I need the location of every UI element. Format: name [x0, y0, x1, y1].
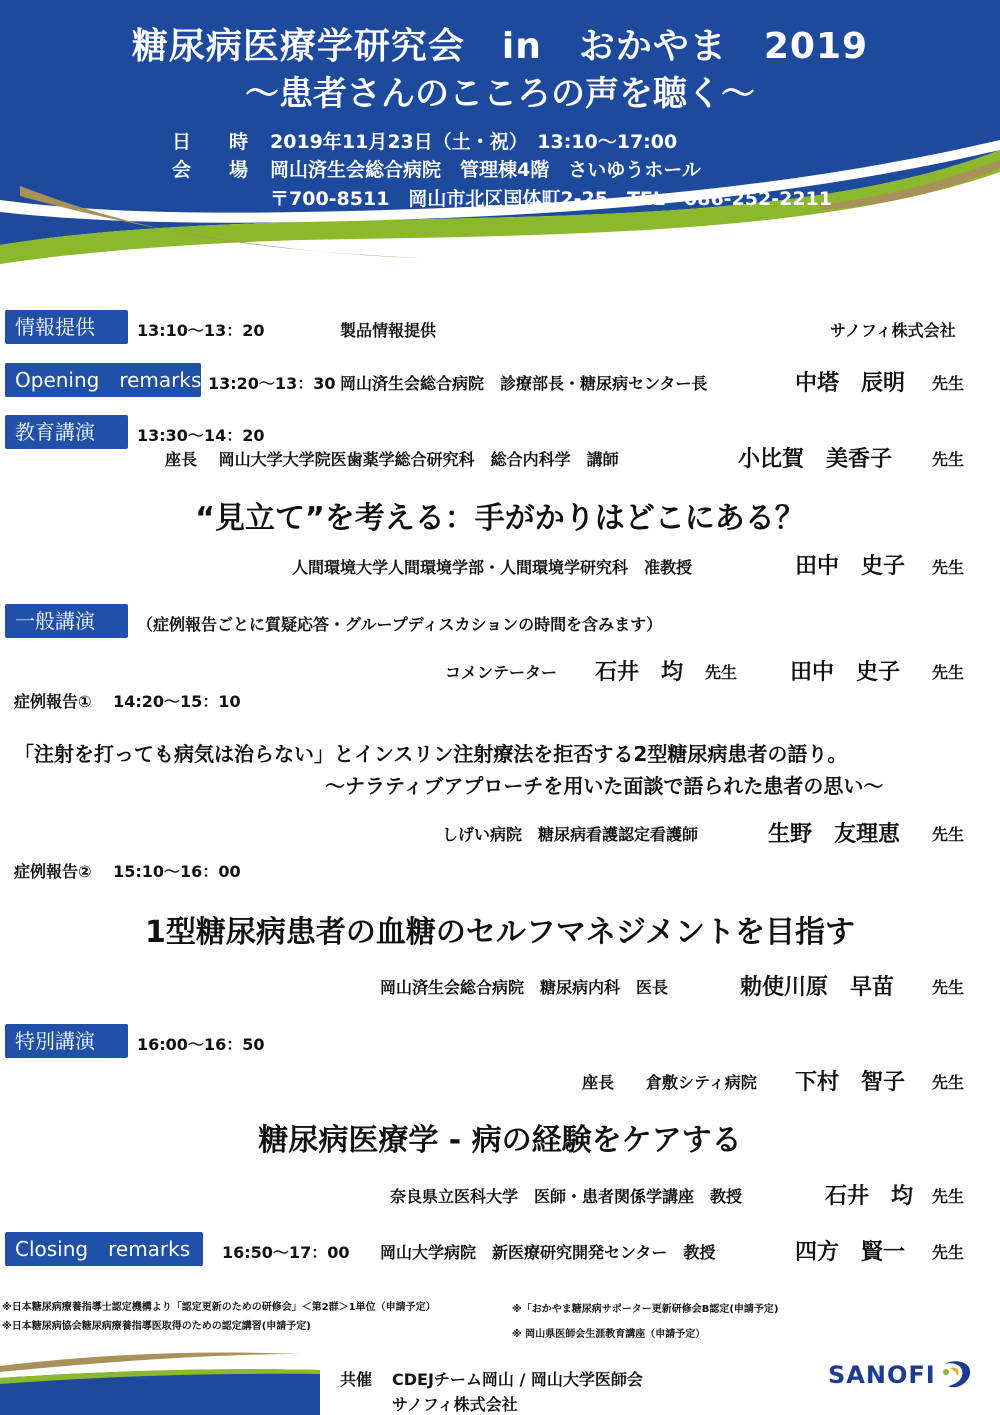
s4-commentator2-name: 田中 史子	[790, 660, 901, 685]
s4-commentator1-honorific: 先生	[705, 663, 738, 682]
s4-commentator1-name: 石井 均	[595, 660, 684, 685]
date-value: 2019年11月23日（土・祝） 13:10～17:00	[270, 131, 678, 153]
s6-honorific: 先生	[932, 1243, 965, 1262]
case2-name: 勅使川原 早苗	[740, 975, 895, 1000]
s1-time: 13:10～13：20	[137, 321, 265, 340]
case2-title: 1型糖尿病患者の血糖のセルフマネジメントを目指す	[145, 915, 855, 950]
badge-closing: Closing remarks	[5, 1232, 203, 1266]
s2-time: 13:20～13：30	[208, 374, 336, 393]
s3-chair: 座長 岡山大学大学院医歯薬学総合研究科 総合内科学 講師	[165, 450, 619, 469]
event-title: 糖尿病医療学研究会 in おかやま 2019	[131, 26, 869, 67]
case1-title-line1: 「注射を打っても病気は治らない」とインスリン注射療法を拒否する2型糖尿病患者の語り。	[14, 742, 848, 766]
s5-speaker-org: 奈良県立医科大学 医師・患者関係学講座 教授	[390, 1187, 743, 1206]
cohost-line2: サノフィ株式会社	[392, 1395, 518, 1414]
s5-lecture-title: 糖尿病医療学 - 病の経験をケアする	[258, 1123, 742, 1158]
case1-honorific: 先生	[932, 825, 965, 844]
s3-speaker-honorific: 先生	[932, 558, 965, 577]
venue-label: 会 場	[172, 159, 249, 181]
s3-speaker-org: 人間環境大学人間環境学部・人間環境学研究科 准教授	[292, 558, 693, 577]
venue-address: 〒700-8511 岡山市北区国体町2-25 TEL 086-252-2211	[270, 188, 832, 210]
s4-note: （症例報告ごとに質疑応答・グループディスカションの時間を含みます）	[137, 615, 663, 634]
sanofi-bird-icon	[936, 1358, 976, 1392]
event-subtitle: ～患者さんのこころの声を聴く～	[245, 74, 755, 114]
case1-title-line2: ～ナラティブアプローチを用いた面談で語られた患者の思い～	[325, 774, 884, 798]
s3-chair-name: 小比賀 美香子	[738, 447, 893, 472]
s2-org: 岡山済生会総合病院 診療部長・糖尿病センター長	[340, 374, 708, 393]
note-2: ※日本糖尿病協会糖尿病療養指導医取得のための認定講習(申請予定)	[2, 1321, 311, 1332]
s1-title: 製品情報提供	[340, 321, 437, 340]
s3-time: 13:30～14：20	[137, 426, 265, 445]
sanofi-logo	[828, 1358, 976, 1392]
s5-chair: 座長 倉敷シティ病院	[582, 1073, 757, 1092]
note-4: ※ 岡山県医師会生涯教育講座（申請予定）	[512, 1329, 706, 1340]
s3-chair-honorific: 先生	[932, 450, 965, 469]
badge-education: 教育講演	[5, 415, 128, 449]
badge-general: 一般講演	[5, 604, 128, 638]
s4-commentator-label: コメンテーター	[445, 663, 558, 682]
case2-honorific: 先生	[932, 978, 965, 997]
s5-speaker-name: 石井 均	[825, 1184, 914, 1209]
s2-honorific: 先生	[932, 374, 965, 393]
s6-name: 四方 賢一	[795, 1240, 906, 1265]
badge-info: 情報提供	[5, 310, 128, 344]
venue-value: 岡山済生会総合病院 管理棟4階 さいゆうホール	[270, 159, 701, 181]
badge-special: 特別講演	[5, 1024, 128, 1058]
s1-org: サノフィ株式会社	[830, 321, 956, 340]
s6-org: 岡山大学病院 新医療研究開発センター 教授	[380, 1243, 716, 1262]
case1-name: 生野 友理恵	[768, 822, 901, 847]
case1-label: 症例報告① 14:20～15：10	[14, 692, 241, 711]
cohost-label: 共催	[340, 1370, 373, 1389]
case2-org: 岡山済生会総合病院 糖尿病内科 医長	[380, 978, 669, 997]
date-label: 日 時	[172, 131, 249, 153]
s6-time: 16:50～17：00	[222, 1243, 350, 1262]
s5-speaker-honorific: 先生	[932, 1187, 965, 1206]
s3-speaker-name: 田中 史子	[795, 554, 906, 579]
s5-time: 16:00～16：50	[137, 1035, 265, 1054]
s4-commentator2-honorific: 先生	[932, 663, 965, 682]
sanofi-logo-text: SANOFI	[828, 1361, 936, 1389]
cohost-line1: CDEJチーム岡山 / 岡山大学医師会	[392, 1370, 643, 1389]
s2-name: 中塔 辰明	[795, 371, 906, 396]
note-1: ※日本糖尿病療養指導士認定機構より「認定更新のための研修会」＜第2群＞1単位（申請予定）	[2, 1302, 436, 1313]
s5-chair-honorific: 先生	[932, 1073, 965, 1092]
case2-label: 症例報告② 15:10～16：00	[14, 862, 241, 881]
note-3: ※「おかやま糖尿病サポーター更新研修会B認定(申請予定)	[512, 1304, 779, 1315]
s5-chair-name: 下村 智子	[795, 1070, 906, 1095]
case1-org: しげい病院 糖尿病看護認定看護師	[442, 825, 699, 844]
s3-lecture-title: “見立て”を考える：手がかりはどこにある？	[195, 501, 805, 536]
badge-opening: Opening remarks	[5, 363, 201, 397]
